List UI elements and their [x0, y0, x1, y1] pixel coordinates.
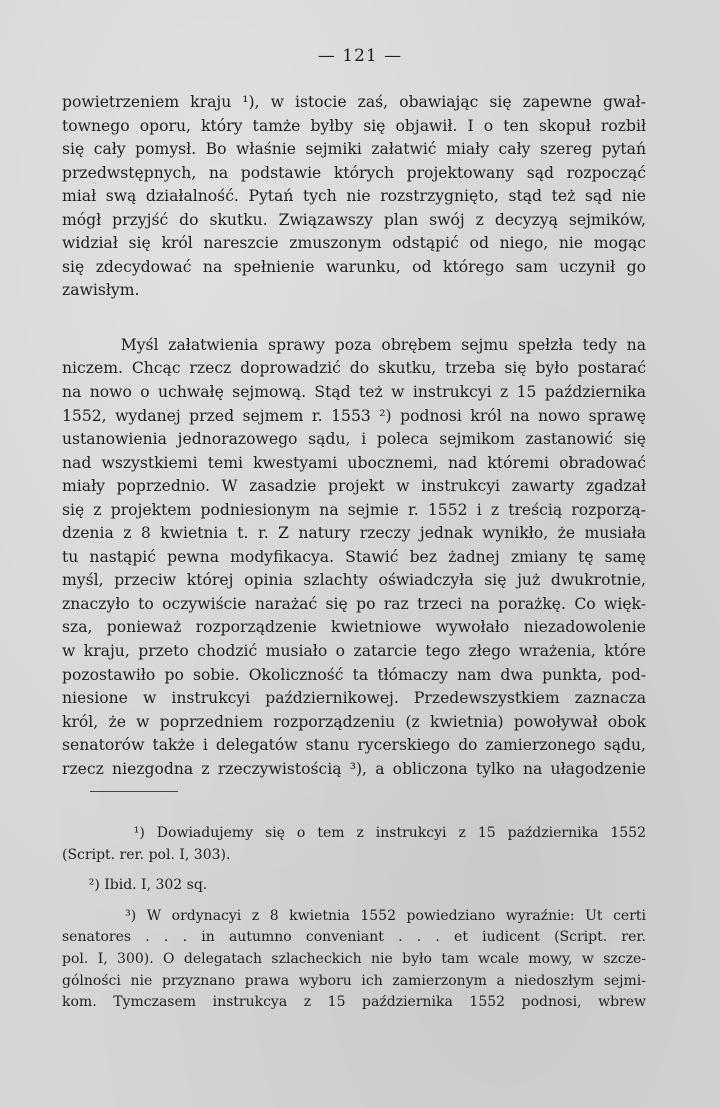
- text-line: miał swą działalność. Pytań tych nie rozstrzygnięto, stąd też sąd nie: [62, 187, 646, 206]
- text-line: król, że w poprzedniem rozporządzeniu (z kwietnia) powoływał obok: [62, 712, 646, 731]
- footnote-line: pol. I, 300). O delegatach szlacheckich nie było tam wcale mowy, w szcze-: [62, 950, 646, 967]
- text-line: nad wszystkiemi temi kwestyami ubocznemi, nad któremi obradować: [62, 453, 646, 472]
- text-line: niesione w instrukcyi październikowej. Przedewszystkiem zaznacza: [62, 689, 646, 708]
- footnote-line: gólności nie przyznano prawa wyboru ich zamierzonym a niedoszłym sejmi-: [62, 972, 646, 989]
- text-line: niczem. Chcąc rzecz doprowadzić do skutku, trzeba się było postarać: [62, 359, 646, 378]
- text-line: pozostawiło po sobie. Okoliczność ta tłómaczy nam dwa punkta, pod-: [62, 665, 646, 684]
- text-line: Myśl załatwienia sprawy poza obrębem sejmu spełzła tedy na: [62, 335, 646, 354]
- text-line: zawisłym.: [62, 281, 140, 300]
- footnote-2: [62, 875, 646, 897]
- footnote-line: (Script. rer. pol. I, 303).: [62, 846, 231, 863]
- text-line: się z projektem podniesionym na sejmie r. 1552 i z treścią rozporzą-: [62, 500, 646, 519]
- paragraph-gap: [62, 303, 646, 334]
- text-line: senatorów także i delegatów stanu rycerskiego do zamierzonego sądu,: [62, 736, 646, 755]
- text-line: mógł przyjść do skutku. Związawszy plan swój z decyzyą sejmików,: [62, 210, 646, 229]
- text-line: ustanowienia jednorazowego sądu, i poleca sejmikom zastanowić się: [62, 430, 646, 449]
- footnote-separator: [90, 791, 178, 792]
- footnote-line: ¹) Dowiadujemy się o tem z instrukcyi z 15 października 1552: [62, 825, 646, 841]
- text-line: sza, ponieważ rozporządzenie kwietniowe wywołało niezadowolenie: [62, 618, 646, 637]
- text-line: tu nastąpić pewna modyfikacya. Stawić bez żadnej zmiany tę samę: [62, 547, 646, 566]
- text-line: znaczyło to oczywiście narażać się po raz trzeci na porażkę. Co więk-: [62, 594, 646, 613]
- main-text: [62, 91, 646, 781]
- page-number: — 121 —: [317, 46, 403, 66]
- text-line: dzenia z 8 kwietnia t. r. Z natury rzeczy jednak wynikło, że musiała: [62, 524, 646, 543]
- text-line: miały poprzednio. W zasadzie projekt w instrukcyi zawarty zgadzał: [62, 477, 646, 496]
- paragraph-1: [62, 91, 646, 303]
- text-line: 1552, wydanej przed sejmem r. 1553 ²) podnosi król na nowo sprawę: [62, 406, 646, 425]
- text-line: myśl, przeciw której opinia szlachty oświadczyła się już dwukrotnie,: [62, 571, 646, 590]
- text-line: widział się król nareszcie zmuszonym odstąpić od niego, nie mogąc: [62, 234, 646, 253]
- footnote-3: [62, 906, 646, 1014]
- footnote-line: ³) W ordynacyi z 8 kwietnia 1552 powiedziano wyraźnie: Ut certi: [62, 907, 646, 924]
- text-line: się cały pomysł. Bo właśnie sejmiki załatwić miały cały szereg pytań: [62, 140, 646, 159]
- footnotes: [62, 823, 646, 1023]
- text-line: przedwstępnych, na podstawie których projektowany sąd rozpocząć: [62, 163, 646, 182]
- text-line: rzecz niezgodna z rzeczywistością ³), a obliczona tylko na ułagodzenie: [62, 759, 646, 778]
- footnote-line: senatores . . . in autumno conveniant . . . et iudicent (Script. rer.: [62, 929, 646, 946]
- text-line: powietrzeniem kraju ¹), w istocie zaś, obawiając się zapewne gwał-: [62, 93, 646, 111]
- footnote-line: kom. Tymczasem instrukcya z 15 października 1552 podnosi, wbrew: [62, 994, 646, 1011]
- text-line: się zdecydować na spełnienie warunku, od którego sam uczynił go: [62, 257, 646, 276]
- footnote-1: [62, 823, 646, 866]
- paragraph-2: [62, 334, 646, 781]
- text-line: na nowo o uchwałę sejmową. Stąd też w instrukcyi z 15 października: [62, 383, 646, 402]
- text-line: townego oporu, który tamże byłby się objawił. I o ten skopuł rozbił: [62, 116, 646, 135]
- text-line: w kraju, przeto chodzić musiało o zatarcie tego złego wrażenia, które: [62, 642, 646, 661]
- footnote-line: ²) Ibid. I, 302 sq.: [62, 877, 208, 894]
